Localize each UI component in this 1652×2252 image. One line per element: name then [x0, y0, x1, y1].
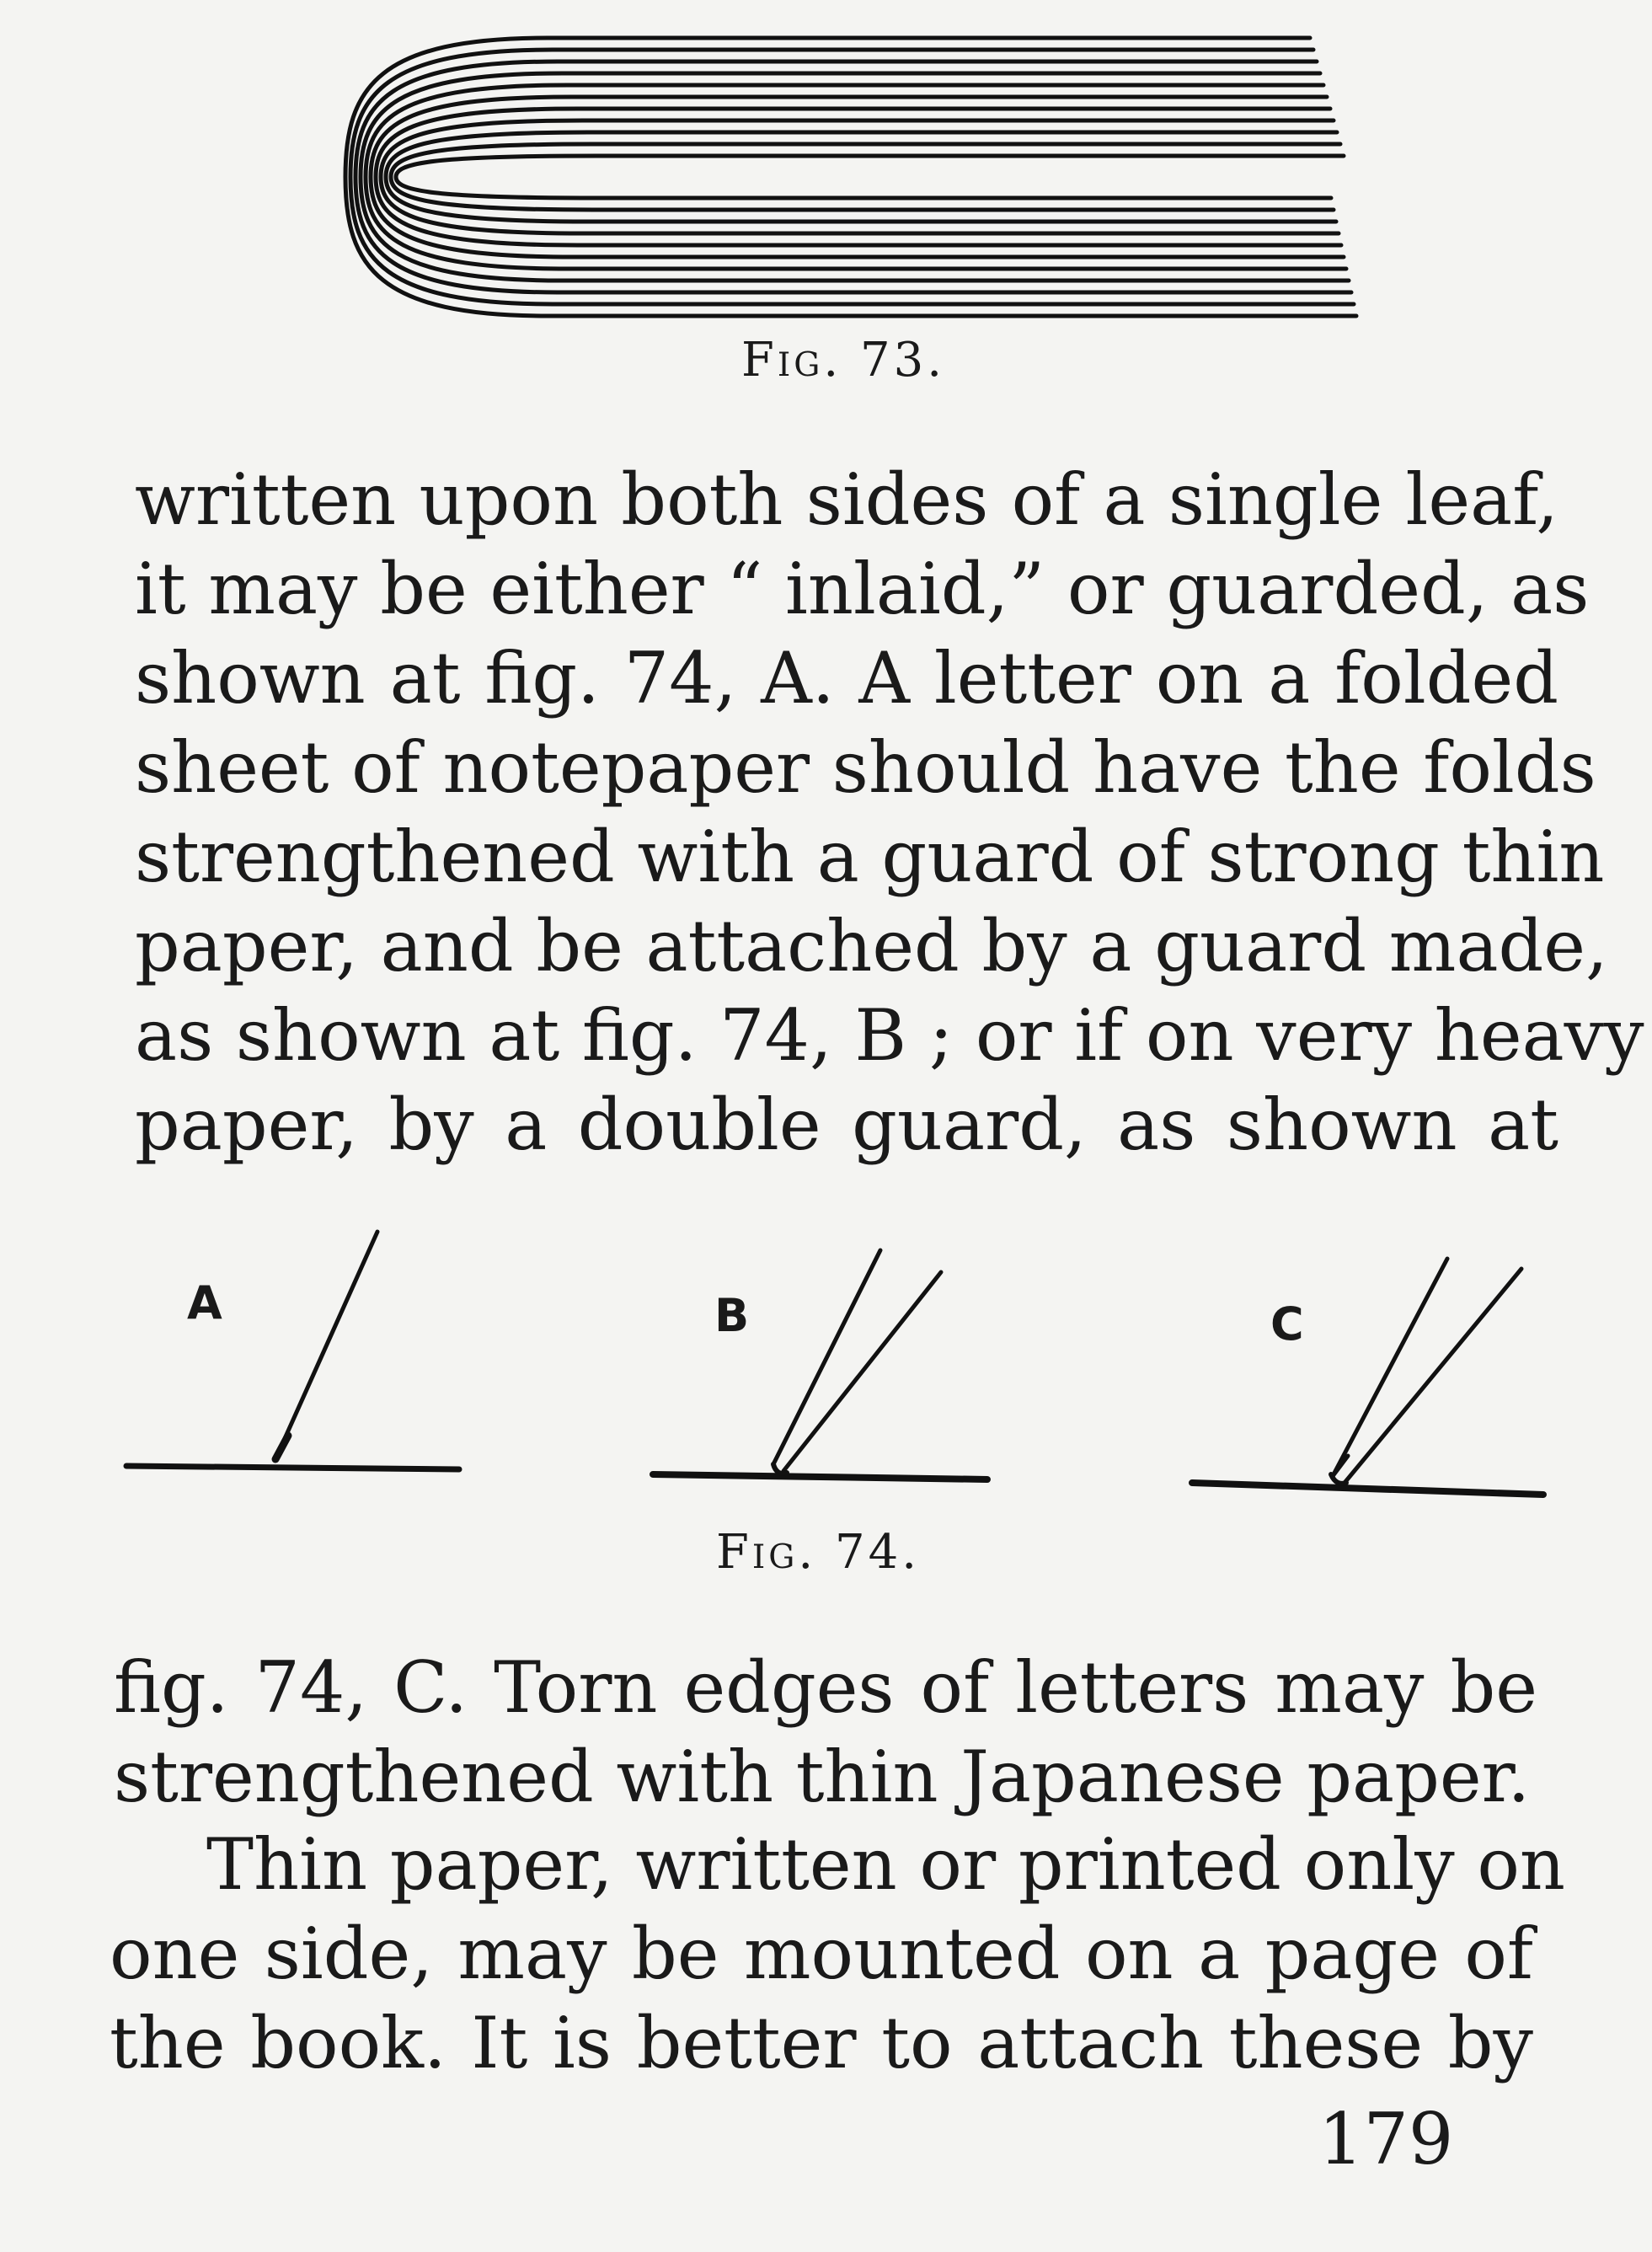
figure-74-caption: Fig. 74. [716, 1525, 921, 1580]
text-line: it may be either “ inlaid,” or guarded, as [135, 548, 1590, 630]
folded-sheet-line [396, 156, 1344, 198]
text-line: fig. 74, C. Torn edges of letters may be [114, 1646, 1537, 1729]
folded-sheet-line [381, 120, 1339, 233]
text-line: paper, by a double guard, as shown at [135, 1083, 1558, 1166]
figure-73-caption: Fig. 73. [741, 333, 946, 388]
text-line: strengthened with a guard of strong thin [135, 816, 1605, 898]
text-line: as shown at fig. 74, B ; or if on very heavy [135, 994, 1644, 1077]
text-line: written upon both sides of a single leaf, [135, 458, 1558, 541]
folded-sheet-line [361, 73, 1349, 281]
folded-sheet-line [366, 85, 1346, 269]
folded-sheet-line [376, 109, 1341, 245]
text-line last-line: strengthened with thin Japanese paper. [114, 1736, 1531, 1818]
text-line: the book. It is better to attach these by [110, 2002, 1533, 2084]
text-line: paper, and be attached by a guard made, [135, 905, 1608, 987]
text-line: shown at fig. 74, A. A letter on a folded [135, 637, 1558, 719]
figure-74-guards [110, 1205, 1558, 1525]
figure-74-label-b: B [714, 1289, 750, 1342]
guard-diagram-a [126, 1232, 459, 1469]
figure-74-label-c: C [1270, 1297, 1304, 1351]
figure-74-label-a: A [187, 1276, 222, 1329]
paragraph-1 [135, 455, 1644, 1169]
paragraph-2 [114, 1643, 1537, 1821]
figure-73-folded-sections [320, 34, 1390, 320]
text-line: sheet of notepaper should have the folds [135, 726, 1596, 809]
folded-sheet-line [345, 38, 1356, 316]
guard-diagram-b [653, 1250, 987, 1479]
page-number: 179 [1318, 2098, 1454, 2180]
guard-diagram-c [1192, 1259, 1543, 1495]
paragraph-3 [110, 1820, 1566, 2088]
text-line: Thin paper, written or printed only on [206, 1823, 1566, 1906]
text-line: one side, may be mounted on a page of [110, 1912, 1533, 1995]
